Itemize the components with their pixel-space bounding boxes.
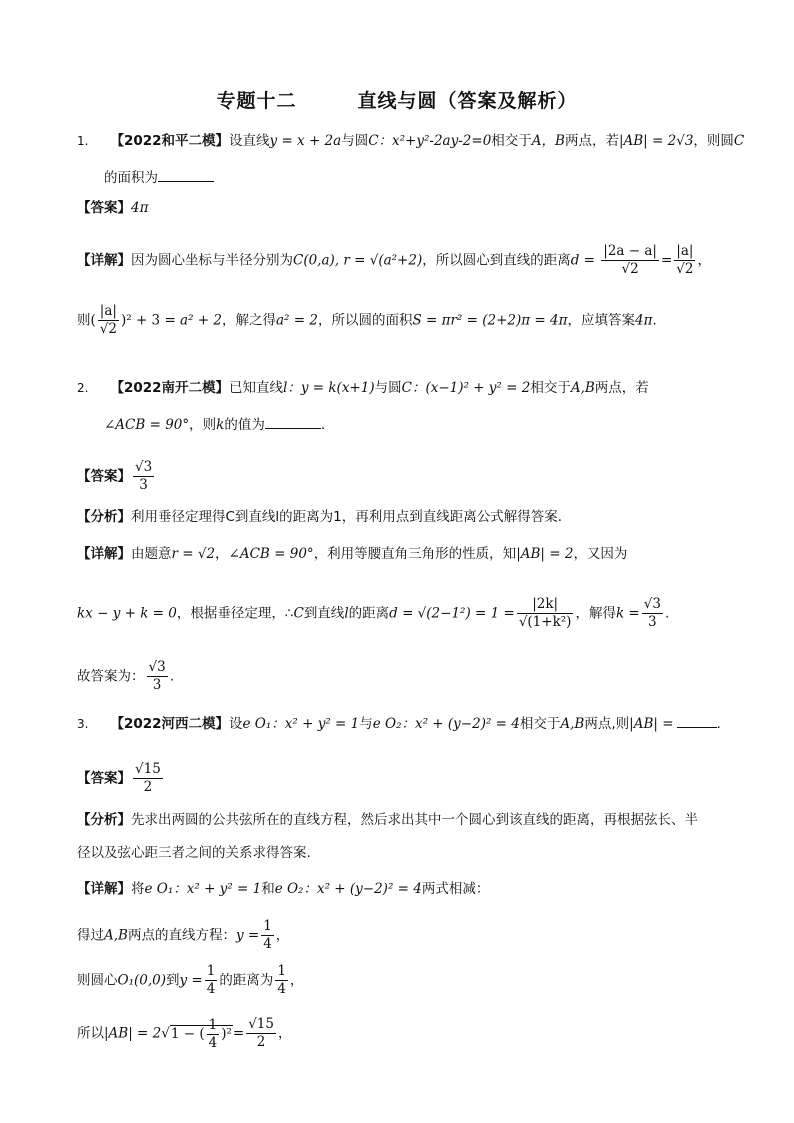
answer-label: 【答案】 [77,200,131,216]
detail-label: 【详解】 [77,881,131,897]
problem-1-answer [77,198,148,218]
fraction: $\frac{|a|}{√2}$ [676,243,694,277]
problem-1-detail-2: 则( $\frac{|a|}{√2}$ )² + 3 = a² + 2，解之得a² = 2，所以圆的面积S = πr² = (2+2)π = 4π，应填答案4π. [77,303,657,337]
answer-blank [158,167,214,182]
problem-3-detail-2: 得过A,B两点的直线方程：y = $\frac{1}{4}$ ， [77,918,290,952]
problem-2-detail-1: 【详解】由题意r = √2，∠ACB = 90°，利用等腰直角三角形的性质，知|AB| = 2，又因为 [77,546,628,562]
math: e O₂：x² + (y−2)² = 4 [372,716,520,732]
answer-label: 【答案】 [77,770,131,787]
problem-2-question: 2. 【2022南开二模】已知直线l：y = k(x+1)与圆C：(x−1)² + y² = 2相交于A,B两点，若 [77,380,649,396]
page-title: 专题十二 直线与圆（答案及解析） [216,90,578,112]
source-tag: 【2022和平二模】 [110,133,230,149]
answer-value: $\frac{√3}{3}$ [135,459,153,493]
fraction: $\frac{1}{4}$ [277,963,286,997]
fraction: $\frac{1}{4}$ [263,918,272,952]
math: ∠ACB = 90° [104,417,190,433]
problem-2-final: 故答案为： $\frac{√3}{3}$ . [77,659,174,693]
problem-1-detail-1: 【详解】因为圆心坐标与半径分别为C(0,a), r = √(a²+2)，所以圆心到直线的距离d = $\frac{|2a - a|}{√2}$ = $\frac{|a|}{√2}$ ， [77,243,711,277]
math: l：y = k(x+1) [283,380,375,396]
fraction: $\frac{√15}{2}$ [248,1016,274,1050]
fraction: $\frac{1}{4}$ [208,1016,218,1051]
answer-blank [265,414,321,429]
math: e O₁：x² + y² = 1 [242,716,360,732]
fraction: $\frac{√3}{3}$ [643,596,661,630]
problem-3-analysis: 【分析】先求出两圆的公共弦所在的直线方程，然后求出其中一个圆心到该直线的距离，再根据弦长、半 [77,812,698,828]
fraction: $\frac{|2a - a|}{√2}$ [603,243,657,277]
problem-2-question-cont: ∠ACB = 90°，则k的值为 . [104,414,325,435]
problem-3-detail-4: 所以|AB| = 2√1 − ( $\frac{1}{4}$ )²= $\frac{√15}{2}$ ， [77,1016,292,1051]
problem-2-answer [77,459,156,494]
fraction: $\frac{1}{4}$ [206,963,216,997]
math: y = x + 2a [269,133,342,149]
answer-label: 【答案】 [77,468,131,485]
problem-3-detail-1: 【详解】将e O₁：x² + y² = 1和e O₂：x² + (y−2)² = 4两式相减： [77,881,490,897]
fraction: $\frac{|2k|}{\text{√(1+k²)}}$ [518,596,572,630]
detail-label: 【详解】 [77,546,131,562]
problem-number: 3. [77,717,89,731]
problem-3-answer [77,761,165,796]
fraction: $\frac{√3}{3}$ [148,659,166,693]
math: |AB| = 2√3 [618,133,694,149]
sqrt: 1 − ( $\frac{1}{4}$ )² [170,1016,232,1051]
problem-number: 2. [77,381,89,395]
fraction: $\frac{|a|}{√2}$ [99,303,117,337]
math: C(0,a), r = √(a²+2) [293,252,423,269]
answer-value: 4π [131,200,149,216]
math: S = πr² = (2+2)π = 4π [412,312,568,329]
source-tag: 【2022河西二模】 [110,716,230,732]
problem-3-analysis-cont: 径以及弦心距三者之间的关系求得答案. [77,845,311,861]
problem-3-question: 3. 【2022河西二模】设e O₁：x² + y² = 1与e O₂：x² + (y−2)² = 4相交于A,B两点,则|AB| = . [77,713,721,734]
problem-1-question-cont: 的面积为 [104,167,214,188]
detail-label: 【详解】 [77,252,131,269]
answer-value: $\frac{√15}{2}$ [135,761,161,795]
math: C：(x−1)² + y² = 2 [401,380,531,396]
problem-2-analysis: 【分析】利用垂径定理得C到直线l的距离为1，再利用点到直线距离公式解得答案. [77,509,563,525]
analysis-label: 【分析】 [77,509,131,525]
analysis-label: 【分析】 [77,812,131,828]
problem-2-detail-2: kx − y + k = 0，根据垂径定理，∴C到直线l的距离d = √(2−1²) = 1 = $\frac{|2k|}{\text{√(1+k²)}}$ ，解得k = $\frac{√3}{3}$ . [77,596,670,630]
source-tag: 【2022南开二模】 [110,380,230,396]
problem-1-question: 1. 【2022和平二模】设直线y = x + 2a与圆C：x²+y²-2ay-2=0相交于A，B两点，若|AB| = 2√3，则圆C [77,133,745,149]
math: C：x²+y²-2ay-2=0 [368,133,492,149]
problem-number: 1. [77,134,89,148]
problem-3-detail-3: 则圆心O₁(0,0)到y = $\frac{1}{4}$ 的距离为 $\frac{1}{4}$ ， [77,963,304,997]
answer-blank [677,713,717,728]
